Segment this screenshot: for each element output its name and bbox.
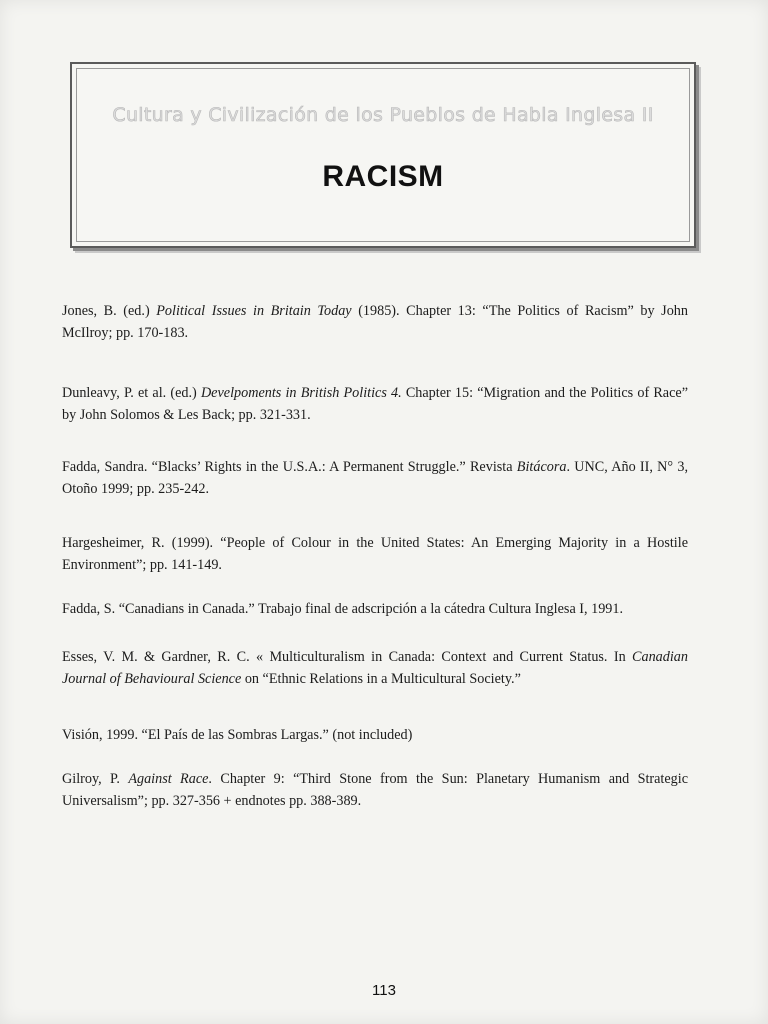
header-inner-border <box>76 68 690 242</box>
reference-item: Fadda, S. “Canadians in Canada.” Trabajo final de adscripción a la cátedra Cultura Inglesa I, 1991. <box>62 601 624 617</box>
reference-item: Fadda, Sandra. “Blacks’ Rights in the U.S.A.: A Permanent Struggle.” Revista Bitácora. UNC, Año II, N° 3, Otoño 1999; pp. 235-242. <box>62 459 688 497</box>
reference-item: Esses, V. M. & Gardner, R. C. « Multiculturalism in Canada: Context and Current Status. In Canadian Journal of Behavioural Science on “Ethnic Relations in a Multicultural Society.” <box>62 649 688 687</box>
page-number: 113 <box>372 982 396 999</box>
reference-item: Gilroy, P. Against Race. Chapter 9: “Third Stone from the Sun: Planetary Humanism and Strategic Universalism”; pp. 327-356 + endnotes pp. 388-389. <box>62 771 689 809</box>
reference-item: Jones, B. (ed.) Political Issues in Britain Today (1985). Chapter 13: “The Politics of Racism” by John McIlroy; pp. 170-183. <box>62 303 688 341</box>
reference-item: Hargesheimer, R. (1999). “People of Colour in the United States: An Emerging Majority in a Hostile Environment”; pp. 141-149. <box>62 535 688 573</box>
reference-item: Visión, 1999. “El País de las Sombras Largas.” (not included) <box>62 727 413 743</box>
course-title: Cultura y Civilización de los Pueblos de Habla Inglesa II <box>112 104 654 126</box>
page-title: RACISM <box>322 160 444 193</box>
header-box <box>70 62 696 248</box>
reference-item: Dunleavy, P. et al. (ed.) Develpoments in British Politics 4. Chapter 15: “Migration and the Politics of Race” by John Solomos & Les Back; pp. 321-331. <box>62 385 688 423</box>
